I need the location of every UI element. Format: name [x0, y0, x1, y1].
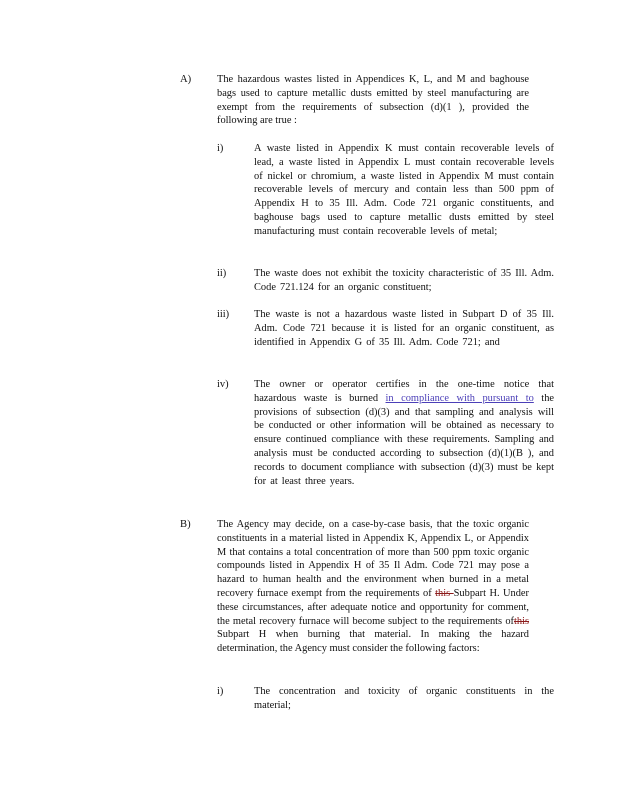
- item-text-after: the provisions of subsection (d)(3) and that sampling and analysis will be conducted or other information will be obtained as necessary to ensure continued compliance with these requirements. Sampling and analysis must be conducted according to subsection (d)(1)(B ), and records to document compliance with subsection (d)(3) must be kept for at least three years.: [254, 392, 554, 487]
- section-text-part1: The Agency may decide, on a case-by-case basis, that the toxic organic constituents in a material listed in Appendix K, Appendix L, or Appendix M that contains a total concentration of more than 500 ppm toxic organic compounds listed in Appendix H of 35 Il Adm. Code 721 may pose a hazard to human health and the environment when burned in a metal recovery furnace exempt from the requirements of: [217, 519, 529, 599]
- deleted-text: this: [435, 587, 454, 599]
- inserted-text: in compliance with pursuant to: [385, 392, 534, 404]
- item-number: i): [217, 143, 224, 154]
- item-number: iv): [217, 379, 229, 390]
- item-text: A waste listed in Appendix K must contain recoverable levels of lead, a waste listed in Appendix L must contain recoverable levels of nickel or chromium, a waste listed in Appendix M must contain recoverable levels of mercury and contain less than 500 ppm of Appendix H to 35 Ill. Adm. Code 721 organic constituents, and baghouse bags used to capture metallic dusts emitted by steel manufacturing must contain recoverable levels of metal;: [254, 143, 554, 237]
- section-text: The hazardous wastes listed in Appendices K, L, and M and baghouse bags used to capture metallic dusts emitted by steel manufacturing are exempt from the requirements of subsection (d)(1 ), provided the following are true :: [217, 74, 529, 127]
- section-marker: A): [180, 74, 192, 85]
- deleted-text: this: [513, 615, 529, 627]
- item-text: The waste is not a hazardous waste listed in Subpart D of 35 Ill. Adm. Code 721 because it is listed for an organic constituent, as identified in Appendix G of 35 Ill. Adm. Code 721; and: [254, 309, 554, 348]
- item-text: The waste does not exhibit the toxicity characteristic of 35 Ill. Adm. Code 721.124 for an organic constituent;: [254, 268, 554, 293]
- item-number: ii): [217, 268, 227, 279]
- section-marker: B): [180, 519, 191, 530]
- item-number: i): [217, 686, 224, 697]
- section-text-part2: Subpart H. Under these circumstances, after adequate notice and opportunity for comment, the metal recovery furnace will become subject to the requirements of: [217, 587, 529, 627]
- item-text: The concentration and toxicity of organic constituents in the material;: [254, 686, 554, 711]
- item-text-before: The owner or operator certifies in the one-time notice that hazardous waste is burned: [254, 379, 554, 404]
- section-text: [217, 518, 529, 656]
- item-number: iii): [217, 309, 230, 320]
- section-text-part3: Subpart H when burning that material. In making the hazard determination, the Agency must consider the following factors:: [217, 629, 529, 655]
- item-text: [254, 378, 554, 488]
